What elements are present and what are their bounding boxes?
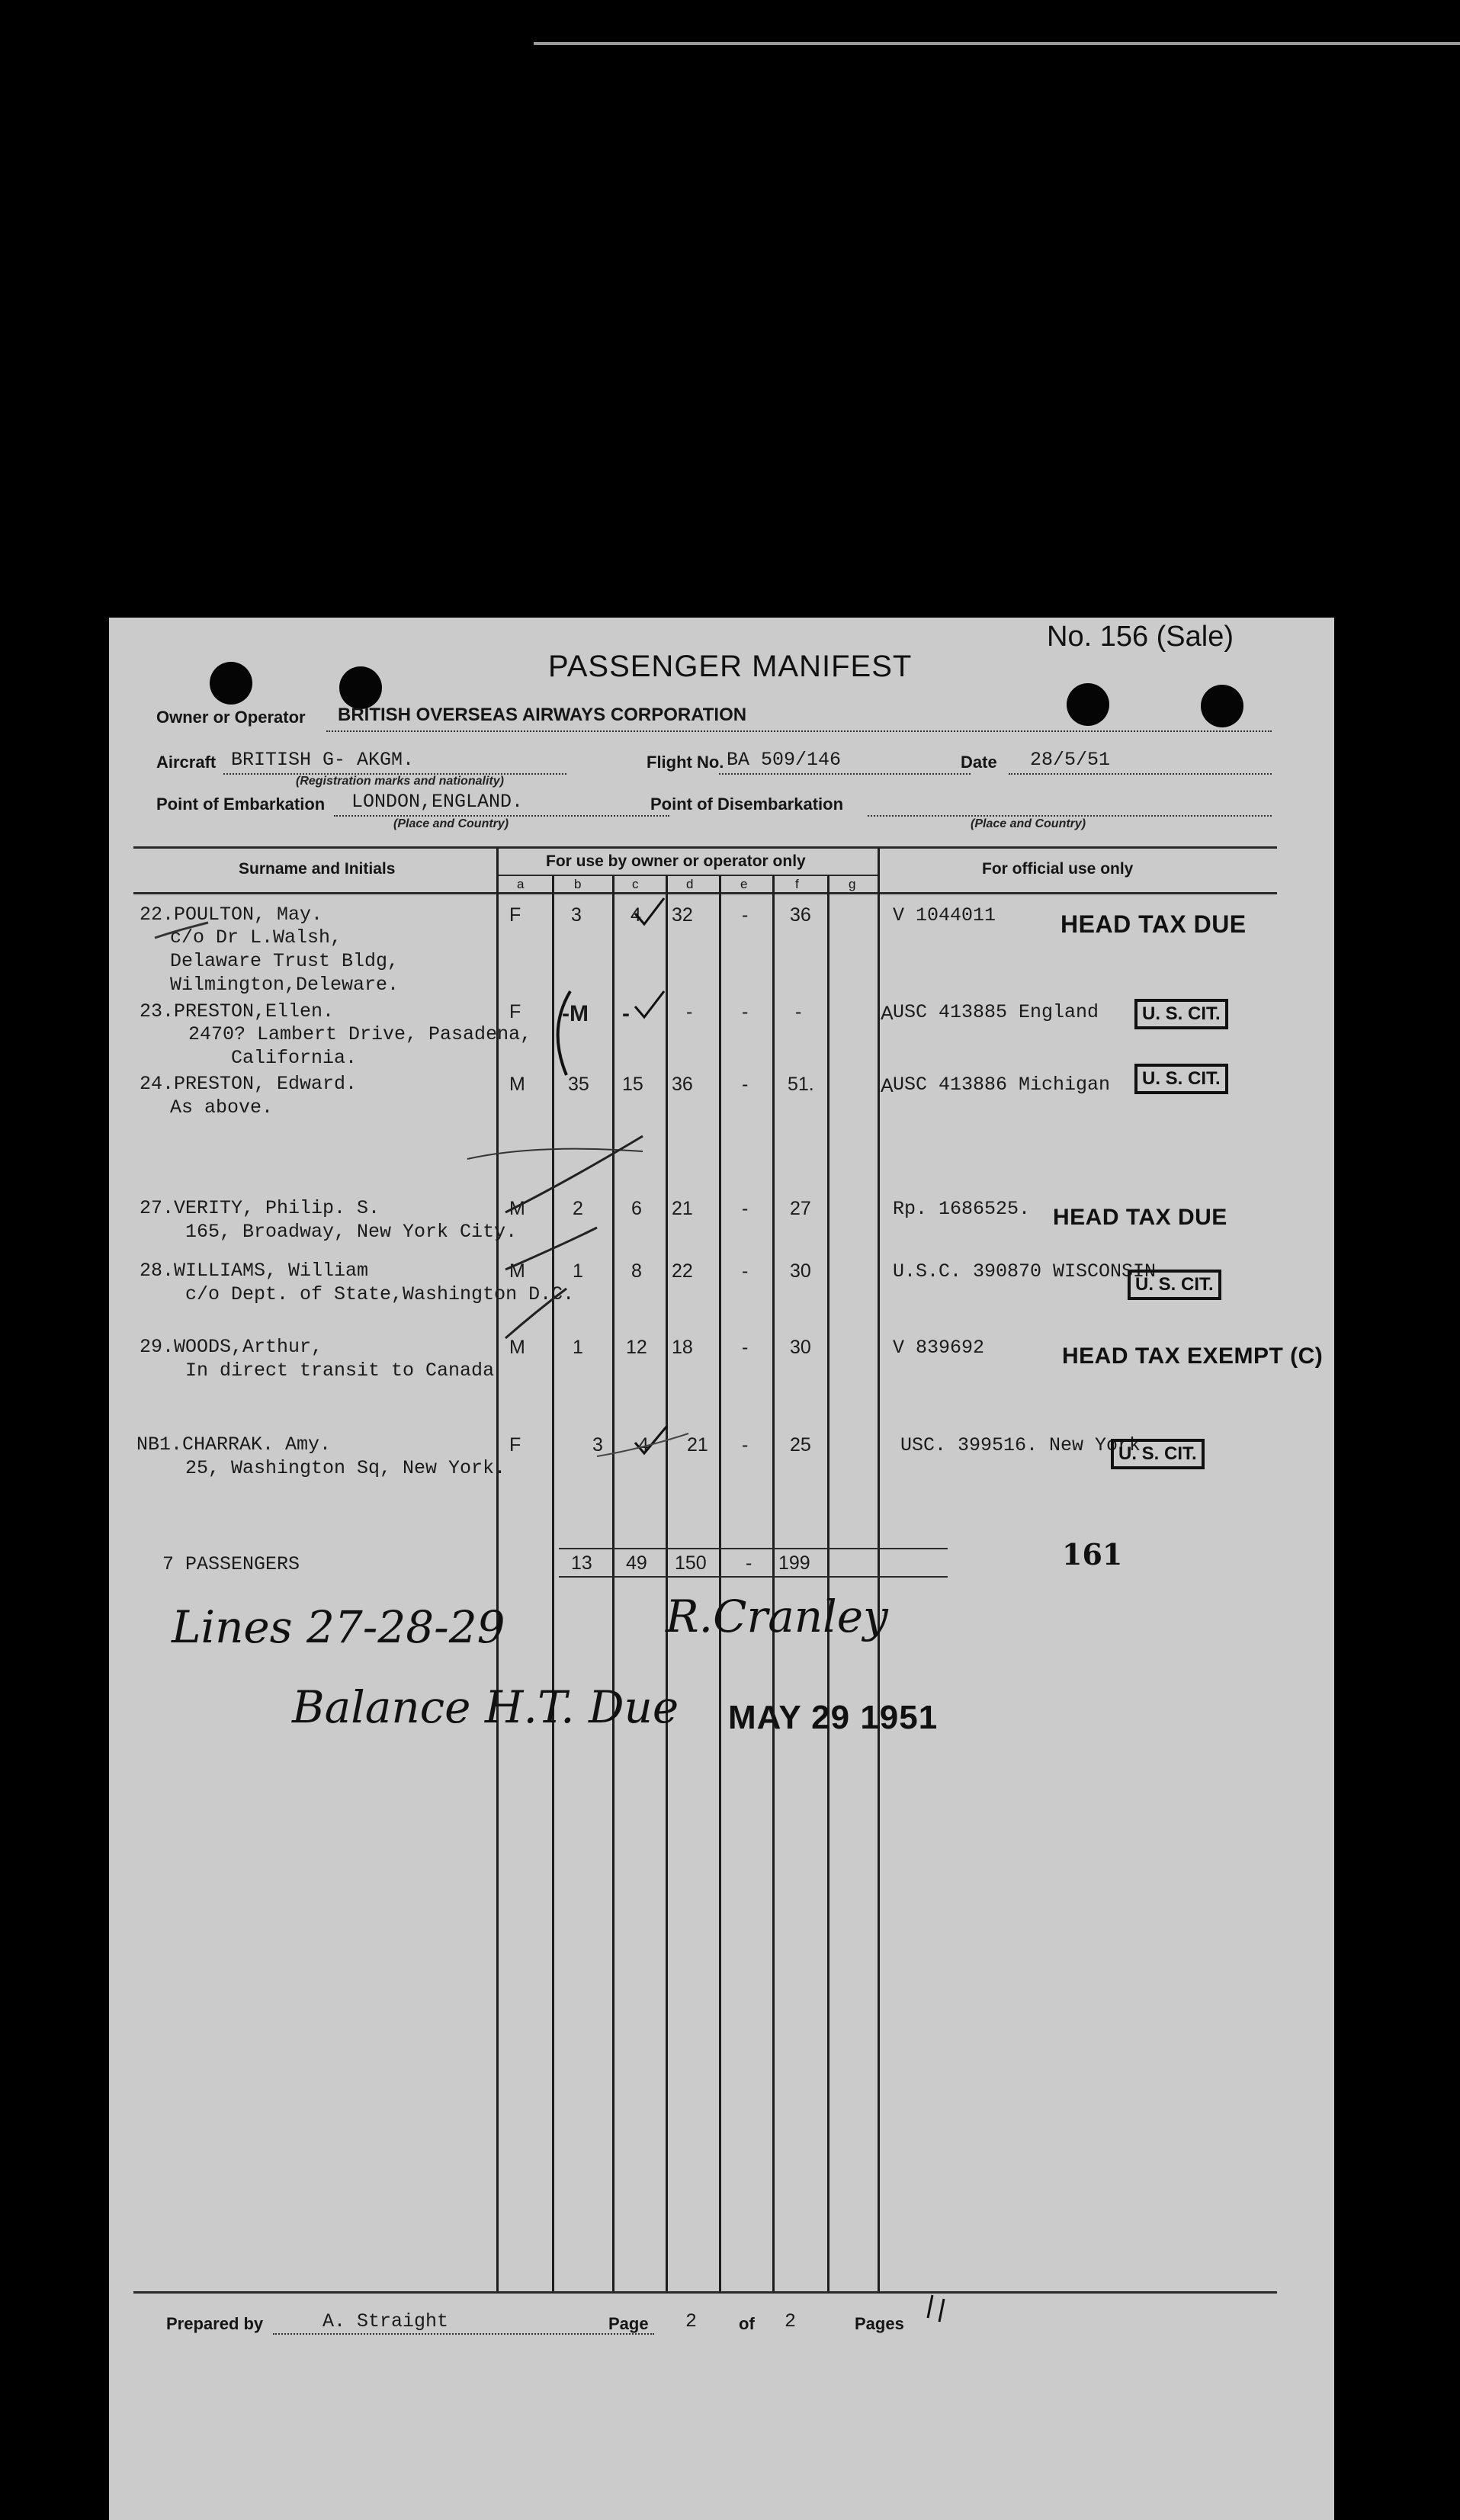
row-24-col-f: 51. [788, 1074, 814, 1095]
col-header-e: e [740, 877, 748, 891]
page-value: 2 [685, 2310, 698, 2332]
row-28-col-d: 22 [672, 1260, 693, 1282]
row-23-col-f: - [795, 1001, 802, 1022]
surname-header: Surname and Initials [239, 860, 396, 878]
row-24-line2: As above. [170, 1096, 274, 1119]
row-22-line2: c/o Dr L.Walsh, [170, 926, 342, 949]
row-23-col-c: - [622, 1001, 630, 1026]
totals-col-f: 199 [778, 1552, 810, 1574]
row-27-line2: 165, Broadway, New York City. [185, 1221, 518, 1243]
row-22-col-a: F [509, 904, 521, 926]
row-29-head-tax-exempt-stamp: HEAD TAX EXEMPT (C) [1062, 1343, 1324, 1369]
row-28-col-c: 8 [631, 1260, 642, 1282]
row-22-line1: 22.POULTON, May. [140, 904, 323, 926]
hand-marks [109, 618, 1334, 2520]
row-23-col-a: F [509, 1001, 521, 1022]
row-29-col-c: 12 [626, 1337, 647, 1358]
row-23-line3: California. [231, 1047, 358, 1069]
row-27-official: Rp. 1686525. [893, 1198, 1031, 1220]
owner-label: Owner or Operator [156, 708, 306, 727]
totals-col-b: 13 [571, 1552, 592, 1574]
row-nb1-col-c: 4 [638, 1434, 649, 1456]
row-nb1-col-f: 25 [790, 1434, 811, 1456]
row-23-us-cit-stamp: U. S. CIT. [1134, 999, 1228, 1029]
stamp-number: 161 [1062, 1537, 1123, 1571]
row-27-col-f: 27 [790, 1198, 811, 1219]
totals-col-e: - [746, 1552, 752, 1574]
embarkation-label: Point of Embarkation [156, 795, 326, 814]
col-header-c: c [632, 877, 639, 891]
owner-value: BRITISH OVERSEAS AIRWAYS CORPORATION [338, 705, 747, 725]
aircraft-subtitle: (Registration marks and nationality) [296, 775, 504, 788]
row-nb1-line1: NB1.CHARRAK. Amy. [136, 1433, 332, 1456]
disembarkation-subtitle: (Place and Country) [971, 817, 1086, 830]
col-header-f: f [795, 877, 799, 891]
handwritten-signature: R.Cranley [666, 1591, 888, 1642]
row-nb1-col-b: 3 [592, 1434, 603, 1456]
handwritten-balance-note: Balance H.T. Due [292, 1681, 679, 1733]
flight-value: BA 509/146 [727, 749, 842, 771]
row-23-col-g: A [881, 1003, 894, 1024]
row-24-col-a: M [509, 1074, 525, 1095]
row-27-col-a: M [509, 1198, 525, 1219]
totals-col-c: 49 [626, 1552, 647, 1574]
disembarkation-label: Point of Disembarkation [650, 795, 844, 814]
of-value: 2 [785, 2310, 797, 2332]
page-label: Page [608, 2314, 649, 2333]
row-24-official: USC 413886 Michigan [893, 1074, 1111, 1096]
row-23-line2: 2470? Lambert Drive, Pasadena, [188, 1023, 532, 1045]
scan-edge-line [534, 42, 1460, 45]
row-23-line1: 23.PRESTON,Ellen. [140, 1000, 335, 1022]
row-27-head-tax-stamp: HEAD TAX DUE [1053, 1205, 1227, 1230]
row-22-line3: Delaware Trust Bldg, [170, 950, 399, 972]
col-header-d: d [686, 877, 694, 891]
aircraft-value: BRITISH G- AKGM. [231, 749, 415, 771]
date-stamp: MAY 29 1951 [728, 1699, 939, 1736]
row-24-us-cit-stamp: U. S. CIT. [1134, 1064, 1228, 1094]
row-22-col-b: 3 [571, 904, 582, 926]
col-header-b: b [574, 877, 582, 891]
row-nb1-us-cit-stamp: U. S. CIT. [1111, 1439, 1205, 1469]
manifest-page [109, 618, 1334, 2520]
row-29-col-d: 18 [672, 1337, 693, 1358]
row-24-col-b: 35 [568, 1074, 589, 1095]
flight-label: Flight No. [647, 753, 724, 772]
row-24-col-e: - [742, 1074, 749, 1095]
row-24-col-c: 15 [622, 1074, 643, 1095]
row-28-line2: c/o Dept. of State,Washington D.C. [185, 1283, 575, 1305]
row-28-col-b: 1 [573, 1260, 583, 1282]
row-23-col-d: - [686, 1001, 693, 1022]
row-28-official: U.S.C. 390870 WISCONSIN [893, 1260, 1157, 1282]
row-28-col-a: M [509, 1260, 525, 1282]
row-nb1-official: USC. 399516. New York [900, 1434, 1141, 1456]
row-27-col-e: - [742, 1198, 749, 1219]
handwritten-lines-note: Lines 27-28-29 [172, 1601, 505, 1653]
row-27-col-b: 2 [573, 1198, 583, 1219]
row-nb1-col-e: - [742, 1434, 749, 1456]
row-29-col-a: M [509, 1337, 525, 1358]
row-28-col-e: - [742, 1260, 749, 1282]
form-number: No. 156 (Sale) [1047, 621, 1234, 653]
table-bottom-rule [133, 2291, 1277, 2294]
prepared-by-value: A. Straight [322, 2310, 449, 2332]
row-nb1-col-d: 21 [687, 1434, 708, 1456]
row-22-head-tax-stamp: HEAD TAX DUE [1061, 910, 1247, 938]
row-22-col-f: 36 [790, 904, 811, 926]
page-title: PASSENGER MANIFEST [548, 650, 913, 683]
of-label: of [739, 2314, 755, 2333]
aircraft-label: Aircraft [156, 753, 217, 772]
totals-col-d: 150 [675, 1552, 707, 1574]
row-28-line1: 28.WILLIAMS, William [140, 1260, 369, 1282]
row-29-col-e: - [742, 1337, 749, 1358]
date-label: Date [961, 753, 997, 772]
row-28-col-f: 30 [790, 1260, 811, 1282]
totals-label: 7 PASSENGERS [162, 1553, 300, 1575]
row-nb1-line2: 25, Washington Sq, New York. [185, 1457, 506, 1479]
row-24-col-d: 36 [672, 1074, 693, 1095]
row-22-col-c: 4 [631, 904, 641, 926]
row-22-col-e: - [742, 904, 749, 926]
embarkation-value: LONDON,ENGLAND. [351, 791, 524, 813]
row-22-line4: Wilmington,Deleware. [170, 974, 399, 996]
official-use-header: For official use only [982, 860, 1134, 878]
row-22-official: V 1044011 [893, 904, 996, 926]
row-27-col-d: 21 [672, 1198, 693, 1219]
row-23-col-b: -M [562, 1001, 589, 1026]
row-23-official: USC 413885 England [893, 1001, 1099, 1023]
row-27-line1: 27.VERITY, Philip. S. [140, 1197, 380, 1219]
row-28-us-cit-stamp: U. S. CIT. [1128, 1270, 1221, 1300]
row-23-col-e: - [742, 1001, 749, 1022]
col-header-g: g [849, 877, 856, 891]
row-29-line1: 29.WOODS,Arthur, [140, 1336, 323, 1358]
row-29-col-f: 30 [790, 1337, 811, 1358]
row-29-official: V 839692 [893, 1337, 985, 1359]
owner-use-header: For use by owner or operator only [546, 852, 806, 870]
col-header-a: a [517, 877, 525, 891]
prepared-by-rule [273, 2333, 654, 2335]
row-24-col-g: A [881, 1075, 894, 1096]
prepared-by-label: Prepared by [166, 2314, 264, 2333]
row-22-col-d: 32 [672, 904, 693, 926]
row-24-line1: 24.PRESTON, Edward. [140, 1073, 358, 1095]
row-29-col-b: 1 [573, 1337, 583, 1358]
embarkation-subtitle: (Place and Country) [393, 817, 509, 830]
row-29-line2: In direct transit to Canada [185, 1360, 495, 1382]
pages-label: Pages [855, 2314, 904, 2333]
date-value: 28/5/51 [1030, 749, 1111, 771]
row-nb1-col-a: F [509, 1434, 521, 1456]
row-27-col-c: 6 [631, 1198, 642, 1219]
